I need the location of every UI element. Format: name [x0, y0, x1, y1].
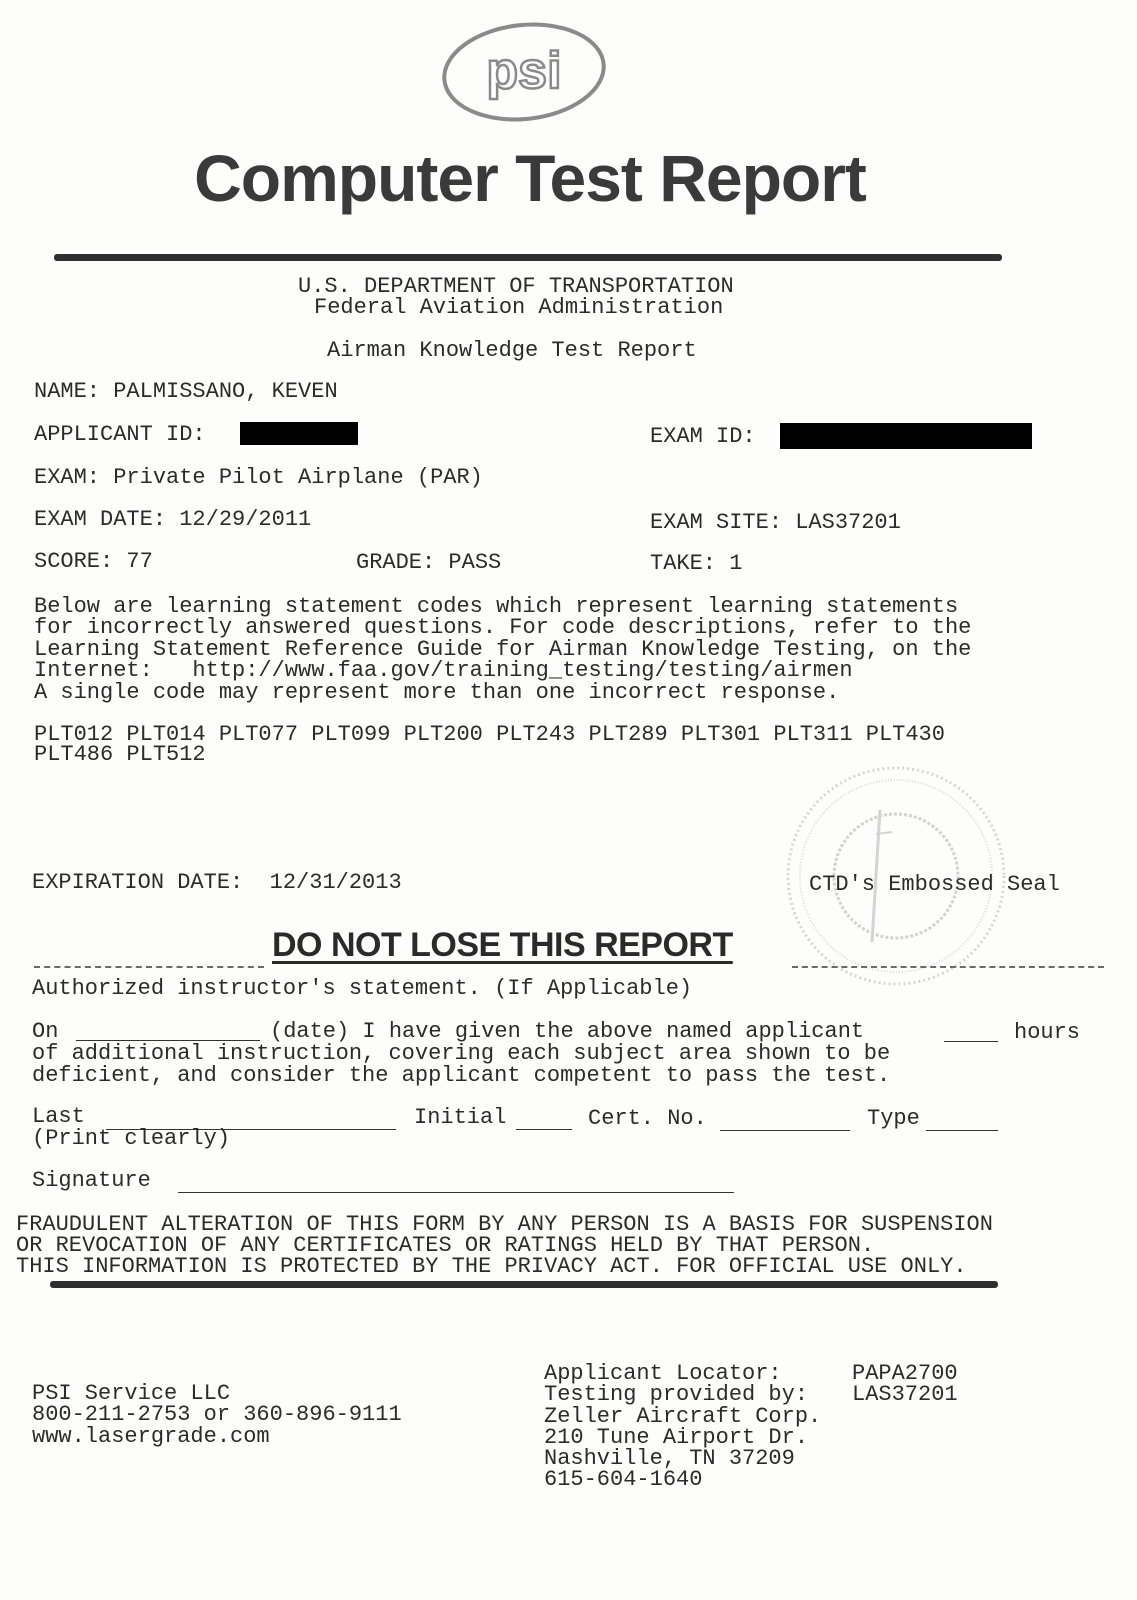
grade: GRADE: PASS: [356, 550, 502, 575]
exam-id-redaction: [780, 423, 1032, 449]
psi-logo: [440, 18, 608, 123]
take: TAKE: 1: [650, 551, 743, 576]
applicant-locator-value: PAPA2700: [852, 1361, 958, 1386]
psi-phone: 800-211-2753 or 360-896-9111: [32, 1402, 402, 1427]
last-label: Last: [32, 1104, 85, 1129]
psi-company: PSI Service LLC: [32, 1381, 231, 1406]
learning-codes-line-1: PLT012 PLT014 PLT077 PLT099 PLT200 PLT243 PLT289 PLT301 PLT311 PLT430: [34, 722, 945, 747]
initial-blank[interactable]: [516, 1111, 572, 1130]
instructor-heading: Authorized instructor's statement. (If Applicable): [32, 976, 693, 1001]
initial-label: Initial: [414, 1105, 507, 1130]
print-clearly-note: (Print clearly): [32, 1126, 231, 1151]
applicant-name: NAME: PALMISSANO, KEVEN: [34, 379, 338, 404]
fraud-notice-line-1: FRAUDULENT ALTERATION OF THIS FORM BY ANY PERSON IS A BASIS FOR SUSPENSION: [16, 1212, 993, 1237]
faa-heading: Federal Aviation Administration: [314, 295, 724, 320]
right-dashed-line: [792, 966, 1104, 970]
explanation-line-3: Learning Statement Reference Guide for Airman Knowledge Testing, on the: [34, 637, 972, 662]
date-statement: (date) I have given the above named applicant: [270, 1019, 865, 1044]
exam-date: EXAM DATE: 12/29/2011: [34, 507, 312, 532]
instruction-line-2: of additional instruction, covering each subject area shown to be: [32, 1041, 891, 1066]
provider-address-2: Nashville, TN 37209: [544, 1446, 795, 1471]
explanation-line-1: Below are learning statement codes which represent learning statements: [34, 594, 959, 619]
on-label: On: [32, 1019, 59, 1044]
exam-id-label: EXAM ID:: [650, 424, 756, 449]
bottom-divider: [50, 1281, 998, 1288]
learning-codes-line-2: PLT486 PLT512: [34, 742, 206, 767]
type-label: Type: [867, 1106, 920, 1131]
left-dashed-line: [34, 966, 264, 970]
signature-blank[interactable]: [178, 1174, 734, 1193]
applicant-locator-label: Applicant Locator:: [544, 1361, 782, 1386]
explanation-line-5: A single code may represent more than one incorrect response.: [34, 680, 840, 705]
dot-heading: U.S. DEPARTMENT OF TRANSPORTATION: [298, 274, 734, 299]
exam-name: EXAM: Private Pilot Airplane (PAR): [34, 465, 483, 490]
cert-no-blank[interactable]: [720, 1112, 850, 1131]
cert-no-label: Cert. No.: [588, 1106, 707, 1131]
hours-blank[interactable]: [944, 1023, 998, 1042]
testing-provider-value: LAS37201: [852, 1382, 958, 1407]
exam-site: EXAM SITE: LAS37201: [650, 510, 901, 535]
explanation-line-2: for incorrectly answered questions. For code descriptions, refer to the: [34, 615, 972, 640]
applicant-id-label: APPLICANT ID:: [34, 422, 206, 447]
type-blank[interactable]: [926, 1112, 998, 1131]
provider-address-1: 210 Tune Airport Dr.: [544, 1425, 809, 1450]
date-blank[interactable]: [76, 1022, 260, 1041]
top-divider: [54, 254, 1002, 261]
expiration-date: EXPIRATION DATE: 12/31/2013: [32, 870, 402, 895]
do-not-lose-warning: DO NOT LOSE THIS REPORT: [272, 926, 733, 964]
signature-label: Signature: [32, 1168, 151, 1193]
fraud-notice-line-2: OR REVOCATION OF ANY CERTIFICATES OR RATINGS HELD BY THAT PERSON.: [16, 1233, 875, 1258]
report-subtitle: Airman Knowledge Test Report: [327, 338, 697, 363]
fraud-notice-line-3: THIS INFORMATION IS PROTECTED BY THE PRIVACY ACT. FOR OFFICIAL USE ONLY.: [16, 1254, 967, 1279]
svg-text:psi: psi: [486, 42, 562, 100]
hours-label: hours: [1014, 1020, 1081, 1045]
applicant-id-redaction: [240, 422, 358, 445]
provider-phone: 615-604-1640: [544, 1467, 703, 1492]
provider-name: Zeller Aircraft Corp.: [544, 1404, 822, 1429]
report-title: Computer Test Report: [194, 141, 866, 215]
score: SCORE: 77: [34, 549, 153, 574]
psi-website: www.lasergrade.com: [32, 1424, 270, 1449]
explanation-line-4: Internet: http://www.faa.gov/training_testing/testing/airmen: [34, 658, 853, 683]
seal-caption: CTD's Embossed Seal: [809, 872, 1060, 897]
testing-provider-label: Testing provided by:: [544, 1382, 809, 1407]
instruction-line-3: deficient, and consider the applicant competent to pass the test.: [32, 1063, 891, 1088]
